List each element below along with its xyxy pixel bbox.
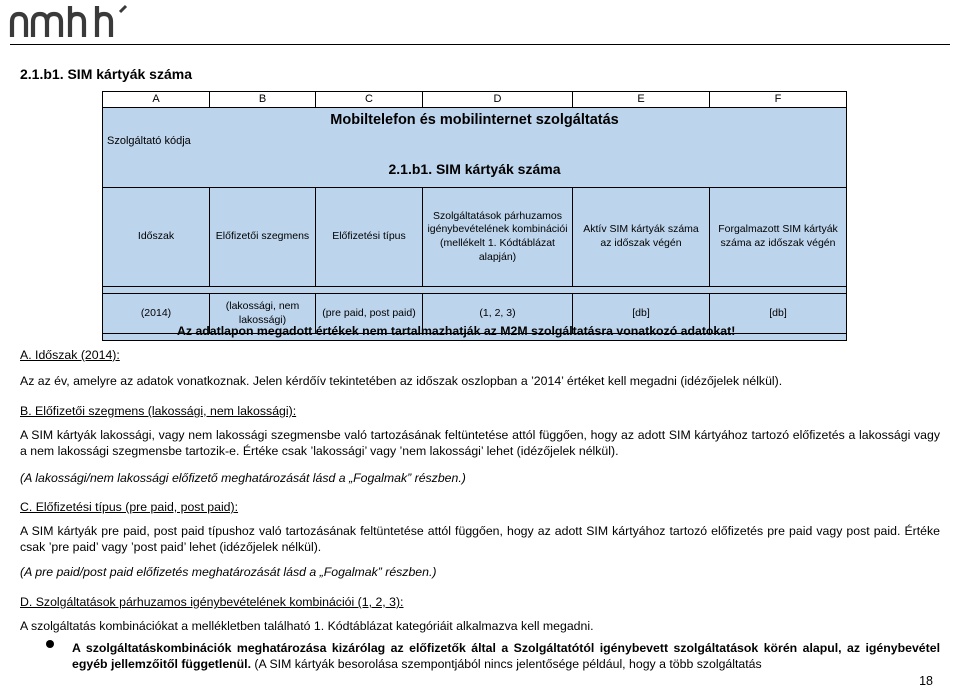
header-segment: Előfizetői szegmens xyxy=(210,188,316,287)
unit-segment: (lakossági, nem lakossági) xyxy=(210,294,316,334)
col-letter-e: E xyxy=(573,92,710,108)
col-letter-c: C xyxy=(316,92,423,108)
bullet-rest-text: (A SIM kártyák besorolása szempontjából nincs jelentősége például, hogy a több szolgáltatás xyxy=(251,657,762,671)
section-c-text: A SIM kártyák pre paid, post paid típushoz való tartozásának feltüntetése attól függően, hogy az adott SIM kártyához tartozó előfizetés pre paid vagy post paid. Értéke csak ’pre paid’ vagy ’post paid’ lehet (idézőjelek nélkül). xyxy=(20,524,940,554)
section-c-note: (A pre paid/post paid előfizetés meghatározását lásd a „Fogalmak” részben.) xyxy=(20,565,437,579)
sim-cards-form-table xyxy=(102,91,847,341)
unit-subscription-type: (pre paid, post paid) xyxy=(316,294,423,334)
section-b-note: (A lakossági/nem lakossági előfizető meghatározását lásd a „Fogalmak” részben.) xyxy=(20,471,466,485)
col-letter-a: A xyxy=(103,92,210,108)
section-c-heading: C. Előfizetési típus (pre paid, post paid): xyxy=(20,500,239,514)
provider-code-label: Szolgáltató kódja xyxy=(103,132,847,150)
header-period: Időszak xyxy=(103,188,210,287)
col-letter-d: D xyxy=(423,92,573,108)
header-service-combinations: Szolgáltatások párhuzamos igénybevételének kombinációi (mellékelt 1. Kódtáblázat alapján) xyxy=(423,188,573,287)
section-d-heading: D. Szolgáltatások párhuzamos igénybevételének kombinációi (1, 2, 3): xyxy=(20,595,404,609)
col-letter-f: F xyxy=(710,92,847,108)
unit-period: (2014) xyxy=(103,294,210,334)
unit-sold-sim: [db] xyxy=(710,294,847,334)
table-sub-title: 2.1.b1. SIM kártyák száma xyxy=(103,150,847,181)
bullet-bold-text: A szolgáltatáskombinációk meghatározása kizárólag az előfizetők által a Szolgáltatótól igénybevett szolgáltatások körén alapul, az igénybevétel egyéb jellemzőitől függetlenül. xyxy=(72,641,940,671)
table-main-title: Mobiltelefon és mobilinternet szolgáltatás xyxy=(103,108,847,133)
section-b-text: A SIM kártyák lakossági, vagy nem lakossági szegmensbe való tartozásának feltüntetése attól függően, hogy az adott SIM kártyához tartozó előfizetés a lakossági vagy a nem lakossági szegmensbe tartozik-e. Értéke csak ’lakossági’ vagy ’nem lakossági’ lehet (idézőjelek nélkül). xyxy=(20,428,940,458)
section-b-heading: B. Előfizetői szegmens (lakossági, nem lakossági): xyxy=(20,404,297,418)
m2m-notice: Az adatlapon megadott értékek nem tartalmazhatják az M2M szolgáltatásra vonatkozó adatokat! xyxy=(177,324,736,338)
header-active-sim: Aktív SIM kártyák száma az időszak végén xyxy=(573,188,710,287)
unit-active-sim: [db] xyxy=(573,294,710,334)
section-title: 2.1.b1. SIM kártyák száma xyxy=(20,66,192,82)
nmhh-logo xyxy=(8,4,130,38)
bullet-point xyxy=(46,640,54,648)
col-letter-b: B xyxy=(210,92,316,108)
page-number: 18 xyxy=(919,674,933,688)
header-sold-sim: Forgalmazott SIM kártyák száma az időszak végén xyxy=(710,188,847,287)
section-d-text: A szolgáltatás kombinációkat a mellékletben található 1. Kódtáblázat kategóriáit alkalmazva kell megadni. xyxy=(20,619,594,633)
unit-service-combinations: (1, 2, 3) xyxy=(423,294,573,334)
header-subscription-type: Előfizetési típus xyxy=(316,188,423,287)
header-rule xyxy=(10,44,950,45)
section-a-text: Az az év, amelyre az adatok vonatkoznak. Jelen kérdőív tekintetében az időszak oszlopban a ’2014’ értéket kell megadni (idézőjelek nélkül). xyxy=(20,374,783,388)
section-d-bullet xyxy=(72,640,940,672)
section-a-heading: A. Időszak (2014): xyxy=(20,348,120,362)
